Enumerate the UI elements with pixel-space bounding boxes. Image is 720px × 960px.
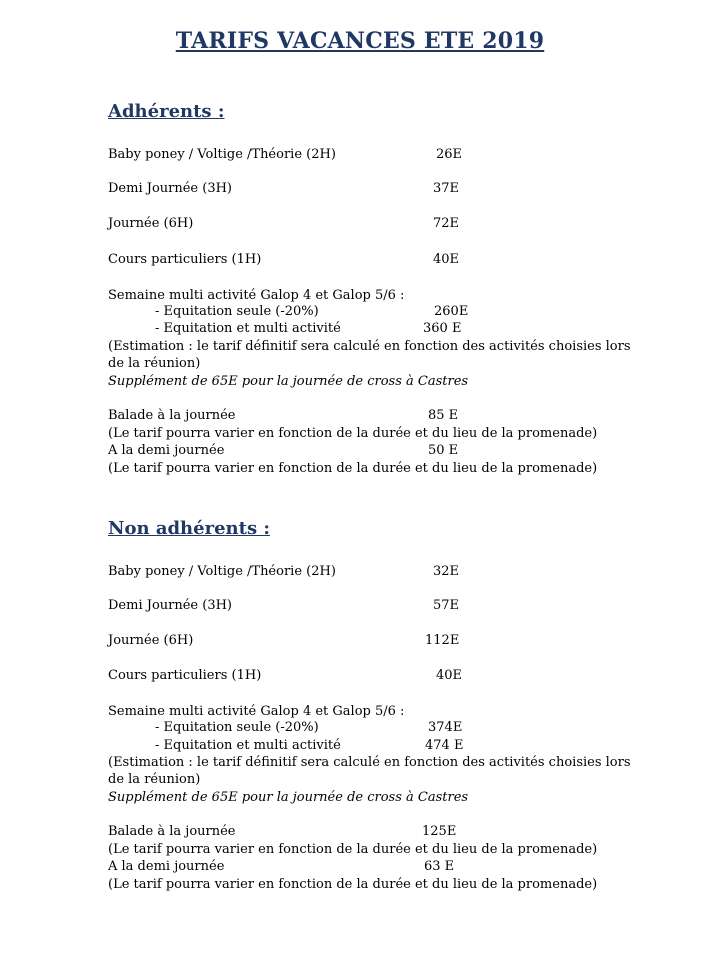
row-label: Journée (6H) [108, 633, 194, 648]
row-price: 26E [436, 147, 463, 162]
row-label: Cours particuliers (1H) [108, 252, 262, 267]
demi-balade-price: 63 E [424, 859, 455, 874]
row-label: Demi Journée (3H) [108, 181, 233, 196]
item-label: - Equitation et multi activité [155, 321, 341, 336]
row-label: Cours particuliers (1H) [108, 668, 262, 683]
row-price: 72E [433, 216, 460, 231]
row-price: 40E [433, 252, 460, 267]
section-heading-adherents: Adhérents : [108, 101, 225, 122]
balade-label: Balade à la journée [108, 408, 236, 423]
demi-balade-label: A la demi journée [108, 859, 225, 874]
balade-label: Balade à la journée [108, 824, 236, 839]
row-label: Journée (6H) [108, 216, 194, 231]
item-label: - Equitation et multi activité [155, 738, 341, 753]
balade-price: 85 E [428, 408, 459, 423]
row-price: 32E [433, 564, 460, 579]
row-label: Baby poney / Voltige /Théorie (2H) [108, 147, 336, 162]
page-title: TARIFS VACANCES ETE 2019 [175, 28, 545, 54]
row-price: 40E [436, 668, 463, 683]
item-label: - Equitation seule (-20%) [155, 720, 319, 735]
row-price: 37E [433, 181, 460, 196]
item-price: 360 E [423, 321, 462, 336]
price-sheet: TARIFS VACANCES ETE 2019 Adhérents : Baby poney / Voltige /Théorie (2H) 26E Demi Journée (3H) 37E Journée (6H) 72E Cours particuliers (1H) 40E Semaine multi activité Galop 4 et Galop 5/6 : - Equitation seule (-20%) 260E - Equitation et multi activité 360 E (Estimation : le tarif définitif sera calculé en fonction des activités choisies lors de la réunion) Supplément de 65E pour la journée de cross à Castres Balade à la journée 85 E (Le tarif pourra varier en fonction de la durée et du lieu de la promenade) A la demi journée 50 E (Le tarif pourra varier en fonction de la durée et du lieu de la promenade) Non adhérents : Baby poney / Voltige /Théorie (2H) 32E Demi Journée (3H) 57E Journée (6H) 112E Cours particuliers (1H) 40E Semaine multi activité Galop 4 et Galop 5/6 : - Equitation seule (-20%) 374E - Equitation et multi activité 474 E (Estimation : le tarif définitif sera calculé en fonction des activités choisies lors de la réunion) Supplément de 65E pour la journée de cross à Castres Balade à la journée 125E (Le tarif pourra varier en fonction de la durée et du lieu de la promenade) A la demi journée 63 E (Le tarif pourra varier en fonction de la durée et du lieu de la promenade) [0, 0, 720, 960]
item-price: 474 E [425, 738, 464, 753]
row-label: Baby poney / Voltige /Théorie (2H) [108, 564, 336, 579]
row-price: 57E [433, 598, 460, 613]
item-price: 374E [428, 720, 463, 735]
demi-balade-price: 50 E [428, 443, 459, 458]
row-label: Demi Journée (3H) [108, 598, 233, 613]
section-heading-non-adherents: Non adhérents : [108, 518, 270, 539]
item-label: - Equitation seule (-20%) [155, 304, 319, 319]
demi-balade-label: A la demi journée [108, 443, 225, 458]
balade-price: 125E [422, 824, 457, 839]
item-price: 260E [434, 304, 469, 319]
row-price: 112E [425, 633, 460, 648]
